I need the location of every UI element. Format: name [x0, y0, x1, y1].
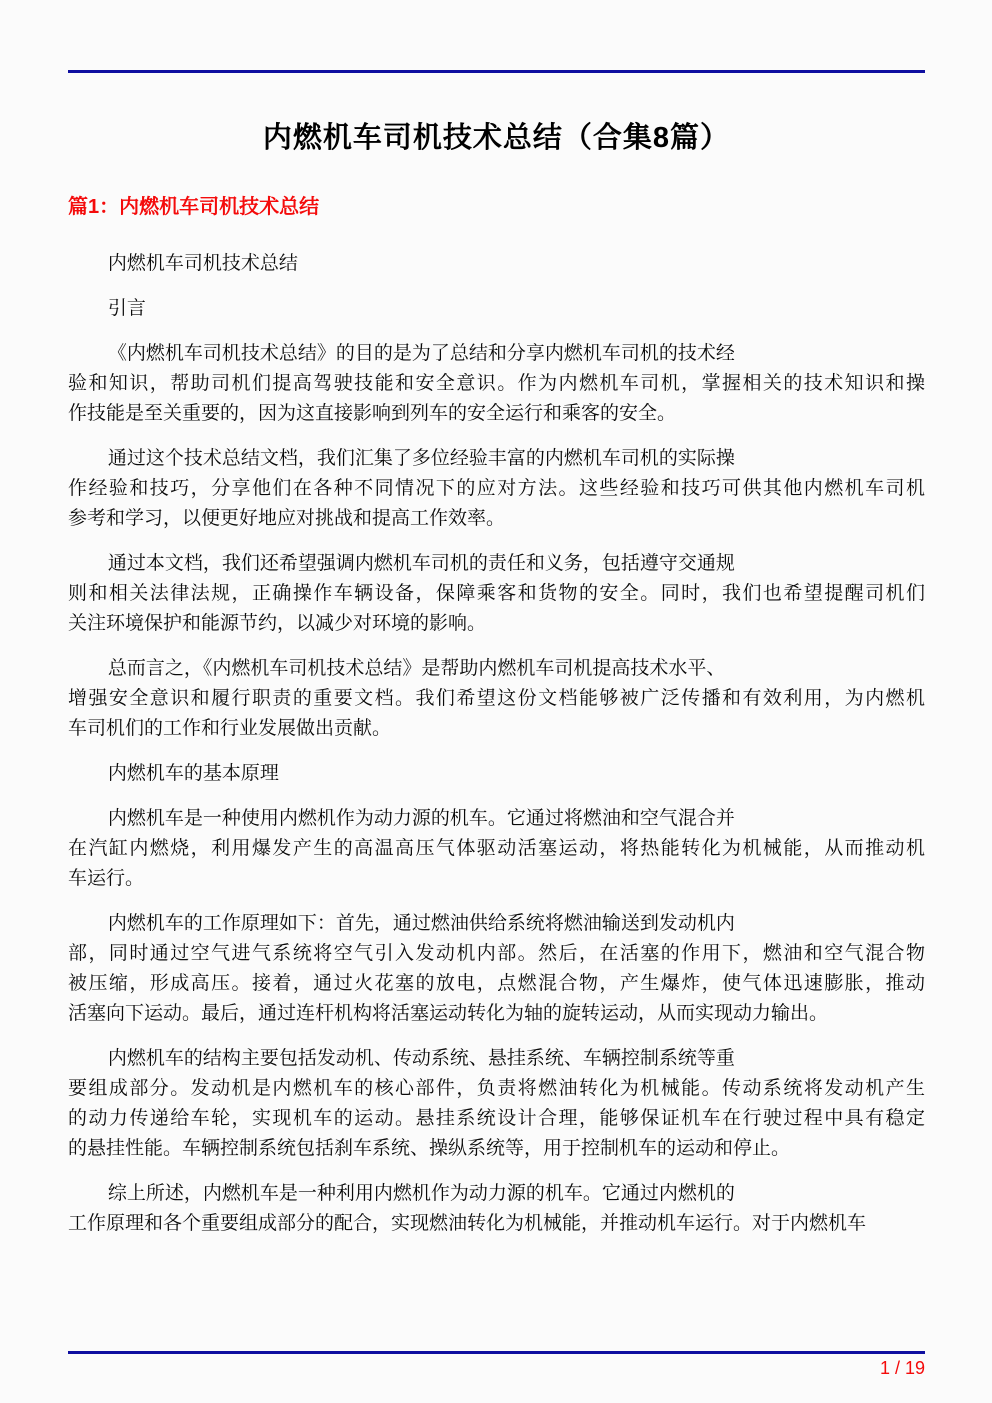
body-line: 通过本文档，我们还希望强调内燃机车司机的责任和义务，包括遵守交通规 [107, 553, 735, 574]
body-line: 则和相关法律法规，正确操作车辆设备，保障乘客和货物的安全。同时，我们也希望提醒司机们 [68, 583, 925, 604]
page-footer [68, 1351, 925, 1379]
body-line: 内燃机车的结构主要包括发动机、传动系统、悬挂系统、车辆控制系统等重 [107, 1048, 735, 1069]
paragraph [68, 759, 925, 789]
body-line: 通过这个技术总结文档，我们汇集了多位经验丰富的内燃机车司机的实际操 [107, 448, 735, 469]
paragraph [68, 804, 925, 894]
body-line: 在汽缸内燃烧，利用爆发产生的高温高压气体驱动活塞运动，将热能转化为机械能，从而推动机 [68, 838, 925, 859]
body-line: 的动力传递给车轮，实现机车的运动。悬挂系统设计合理，能够保证机车在行驶过程中具有稳定 [68, 1108, 925, 1129]
paragraph [68, 249, 925, 279]
body-line: 工作原理和各个重要组成部分的配合，实现燃油转化为机械能，并推动机车运行。对于内燃机车 [68, 1213, 867, 1234]
paragraph [68, 654, 925, 744]
footer-divider [68, 1351, 925, 1354]
document-content [68, 0, 925, 1254]
body-line: 作技能是至关重要的，因为这直接影响到列车的安全运行和乘客的安全。 [68, 403, 677, 424]
body-line: 的悬挂性能。车辆控制系统包括刹车系统、操纵系统等，用于控制机车的运动和停止。 [68, 1138, 791, 1159]
paragraph [68, 339, 925, 429]
body-line: 引言 [107, 298, 146, 319]
body-line: 部，同时通过空气进气系统将空气引入发动机内部。然后，在活塞的作用下，燃油和空气混合物 [68, 943, 925, 964]
paragraph [68, 444, 925, 534]
paragraph [68, 1044, 925, 1164]
body-line: 车运行。 [68, 868, 145, 889]
paragraph [68, 909, 925, 1029]
page-title: 内燃机车司机技术总结（合集8篇） [262, 122, 731, 154]
section-heading: 篇1：内燃机车司机技术总结 [68, 196, 320, 218]
body-line: 内燃机车的工作原理如下：首先，通过燃油供给系统将燃油输送到发动机内 [107, 913, 735, 934]
body-line: 关注环境保护和能源节约，以减少对环境的影响。 [68, 613, 487, 634]
page-number: 1 / 19 [879, 1358, 925, 1378]
body-line: 要组成部分。发动机是内燃机车的核心部件，负责将燃油转化为机械能。传动系统将发动机产生 [68, 1078, 925, 1099]
paragraph [68, 1179, 925, 1239]
body-line: 作经验和技巧，分享他们在各种不同情况下的应对方法。这些经验和技巧可供其他内燃机车司机 [68, 478, 925, 499]
body-line: 车司机们的工作和行业发展做出贡献。 [68, 718, 392, 739]
body-line: 内燃机车的基本原理 [107, 763, 279, 784]
body-line: 验和知识，帮助司机们提高驾驶技能和安全意识。作为内燃机车司机，掌握相关的技术知识和操 [68, 373, 925, 394]
top-divider [68, 70, 925, 73]
body-line: 内燃机车是一种使用内燃机作为动力源的机车。它通过将燃油和空气混合并 [107, 808, 735, 829]
document-body [68, 249, 925, 1239]
body-line: 总而言之，《内燃机车司机技术总结》是帮助内燃机车司机提高技术水平、 [107, 658, 726, 679]
paragraph [68, 549, 925, 639]
body-line: 被压缩，形成高压。接着，通过火花塞的放电，点燃混合物，产生爆炸，使气体迅速膨胀，推动 [68, 973, 925, 994]
body-line: 参考和学习，以便更好地应对挑战和提高工作效率。 [68, 508, 506, 529]
body-line: 增强安全意识和履行职责的重要文档。我们希望这份文档能够被广泛传播和有效利用，为内燃机 [68, 688, 925, 709]
body-line: 《内燃机车司机技术总结》的目的是为了总结和分享内燃机车司机的技术经 [107, 343, 735, 364]
body-line: 内燃机车司机技术总结 [107, 253, 298, 274]
body-line: 综上所述，内燃机车是一种利用内燃机作为动力源的机车。它通过内燃机的 [107, 1183, 735, 1204]
body-line: 活塞向下运动。最后，通过连杆机构将活塞运动转化为轴的旋转运动，从而实现动力输出。 [68, 1003, 829, 1024]
paragraph [68, 294, 925, 324]
